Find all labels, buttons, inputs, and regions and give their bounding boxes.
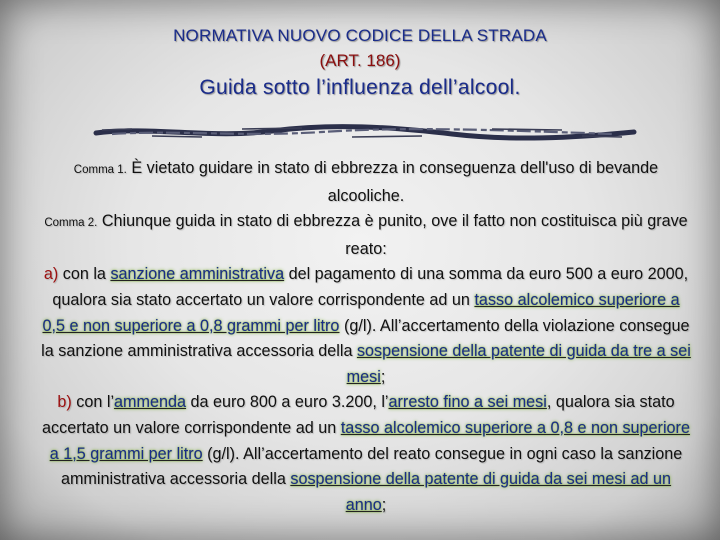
ornamental-divider <box>92 124 638 142</box>
comma-2-label: Comma 2. <box>44 217 98 230</box>
point-b-text: da euro 800 a euro 3.200, l’ <box>186 393 389 412</box>
slide-subtitle: Guida sotto l’influenza dell’alcool. <box>199 76 521 99</box>
point-a-label: a) <box>43 265 59 284</box>
link-sospensione-patente-3-6-mesi[interactable]: sospensione della patente di guida da tre a sei mesi <box>346 342 691 386</box>
link-sospensione-patente-6-12-mesi[interactable]: sospensione della patente di guida da sei mesi ad un anno <box>290 470 672 514</box>
point-a-text: ; <box>380 367 386 386</box>
comma-1-label: Comma 1. <box>73 164 127 176</box>
point-b-text: con l’ <box>71 393 115 412</box>
point-b-text: , qualora sia stato accertato un valore corrispondente ad un <box>42 393 675 437</box>
comma-1-text: È vietato guidare in stato di ebbrezza in conseguenza dell'uso di bevande alcooliche. <box>126 159 659 205</box>
slide-title: NORMATIVA NUOVO CODICE DELLA STRADA <box>173 26 547 45</box>
link-tasso-alcolemico-05-08[interactable]: tasso alcolemico superiore a 0,5 e non superiore a 0,8 grammi per litro <box>42 290 680 335</box>
link-tasso-alcolemico-08-15[interactable]: tasso alcolemico superiore a 0,8 e non superiore a 1,5 grammi per litro <box>49 418 690 463</box>
link-arresto-sei-mesi[interactable]: arresto fino a sei mesi <box>388 393 547 412</box>
link-sanzione-amministrativa[interactable]: sanzione amministrativa <box>110 265 285 284</box>
point-b-text: (g/l). All’accertamento del reato consegue in ogni caso la sanzione amministrativa accessoria della <box>60 444 683 489</box>
article-text <box>40 156 692 518</box>
point-b-text: ; <box>381 495 387 514</box>
comma-2-text: Chiunque guida in stato di ebbrezza è punito, ove il fatto non costituisca più grave reato: <box>97 212 688 258</box>
article-reference: (ART. 186) <box>319 51 401 70</box>
point-b-label: b) <box>57 393 72 412</box>
point-a-text: (g/l). All’accertamento della violazione consegue la sanzione amministrativa accessoria della <box>41 316 690 361</box>
point-a-text: con la <box>58 265 111 284</box>
link-ammenda[interactable]: ammenda <box>114 393 187 412</box>
point-a-text: del pagamento di una somma da euro 500 a euro 2000, qualora sia stato accertato un valore corrispondente ad un <box>52 265 689 309</box>
